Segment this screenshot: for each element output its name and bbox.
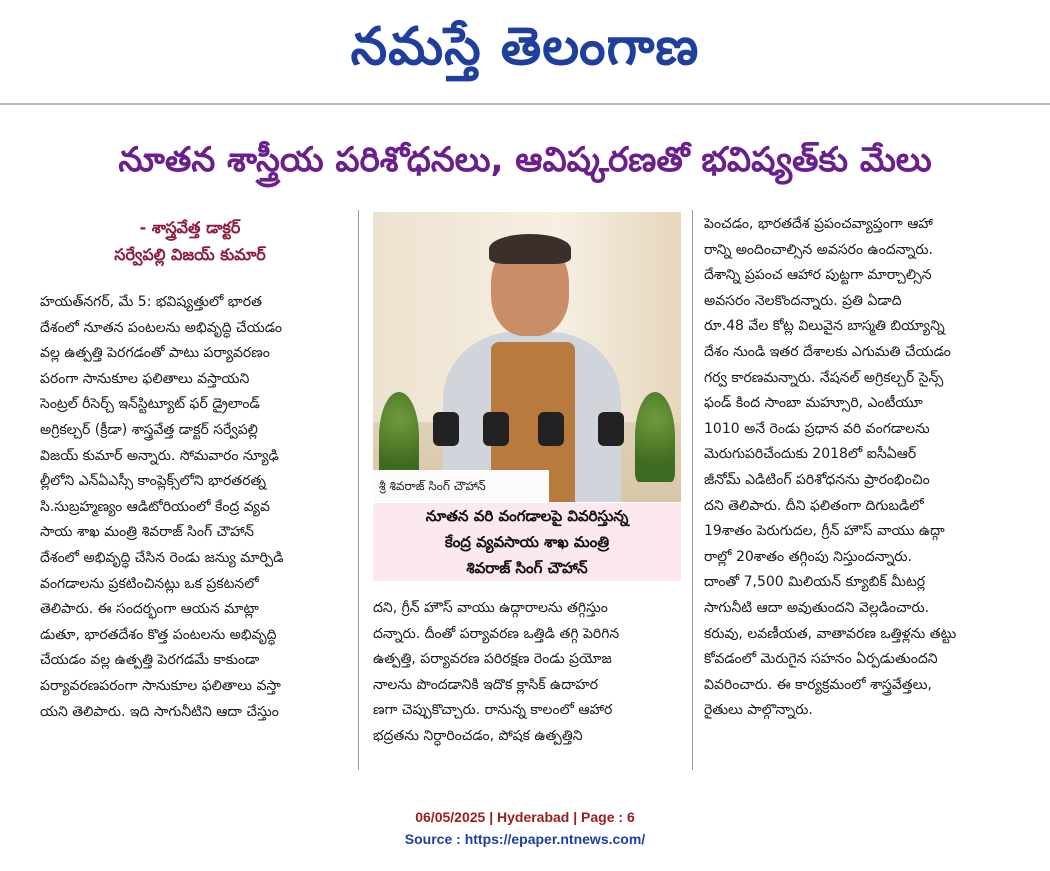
text-line: చేయడం వల్ల ఉత్పత్తి పెరగడమే కాకుండా (40, 652, 260, 669)
text-line: సెంట్రల్ రీసెర్చ్ ఇన్‌స్టిట్యూట్ ఫర్ డ్రైలాండ్ (40, 396, 260, 413)
text-line: ఉత్పత్తి, పర్యావరణ పరిరక్షణ రెండు ప్రయోజ (373, 651, 612, 668)
text-line: హయత్‌నగర్, మే 5: భవిష్యత్తులో భారత (40, 294, 263, 310)
text-line: కోవడంలో మెరుగైన సహనం ఏర్పడుతుందని (704, 651, 938, 668)
text-line: వివరించారు. ఈ కార్యక్రమంలో శాస్త్రవేత్తలు, (704, 676, 932, 693)
text-line: తెలిపారు. ఈ సందర్భంగా ఆయన మాట్లా (40, 601, 259, 618)
text-line: డుతూ, భారతదేశం కొత్త పంటలను అభివృద్ధి (40, 626, 277, 643)
masthead-divider (0, 103, 1050, 105)
newspaper-masthead: నమస్తే తెలంగాణ (350, 17, 700, 77)
photo-caption (373, 503, 681, 581)
plant-icon (379, 392, 419, 482)
text-line: కరువు, లవణీయత, వాతావరణ ఒత్తిళ్లను తట్టు (704, 625, 957, 642)
minister-photo (373, 212, 681, 502)
microphone-icon (433, 412, 459, 446)
text-line: యని తెలిపారు. ఇది సాగునీటిని ఆదా చేస్తుం (40, 703, 279, 720)
caption-line: నూతన వరి వంగడాలపై వివరిస్తున్న (425, 507, 629, 525)
text-line: ణగా చెప్పుకొచ్చారు. రానున్న కాలంలో ఆహార (373, 702, 613, 719)
text-line: మెరుగుపరిచేందుకు 2018లో ఐసీఏఆర్ (704, 446, 917, 463)
text-line: ఫండ్ కింద సాంబా మహ్సూరి, ఎంటీయూ (704, 395, 923, 412)
text-line: రాన్ని అందించాల్సిన అవసరం ఉందన్నారు. (704, 241, 933, 258)
microphone-icon (598, 412, 624, 446)
plant-icon (635, 392, 675, 482)
text-line: గర్వ కారణమన్నారు. నేషనల్ అగ్రికల్చర్ సైన్స్ (704, 369, 944, 386)
text-line: రైతులు పాల్గొన్నారు. (704, 702, 813, 719)
text-line: ల్లీలోని ఎన్ఏఎస్సీ కాంప్లెక్స్‌లోని భారతరత్న (40, 473, 266, 490)
column-rule-1 (358, 210, 359, 770)
byline-author: సర్వేపల్లి విజయ్ కుమార్ (114, 245, 266, 264)
microphone-icon (483, 412, 509, 446)
photo-nameplate: శ్రీ శివరాజ్ సింగ్ చౌహాన్ (373, 470, 549, 502)
text-line: సాగునీటి ఆదా అవుతుందని వెల్లడించారు. (704, 599, 930, 616)
caption-line: శివరాజ్ సింగ్ చౌహాన్ (466, 559, 588, 577)
byline (40, 214, 340, 268)
text-line: దేశాన్ని ప్రపంచ ఆహార పుట్టగా మార్చాల్సిన (704, 267, 932, 284)
text-line: 1010 అనే రెండు ప్రధాన వరి వంగడాలను (704, 420, 930, 437)
footer-date-page: 06/05/2025 | Hyderabad | Page : 6 (415, 809, 635, 825)
text-line: అవసరం నెలకొందన్నారు. ప్రతి ఏడాది (704, 292, 902, 309)
text-line: పర్యావరణపరంగా సానుకూల ఫలితాలు వస్తా (40, 677, 281, 694)
text-line: సి.సుబ్రహ్మణ్యం ఆడిటోరియంలో కేంద్ర వ్యవ (40, 498, 270, 515)
text-line: భద్రతను నిర్ధారించడం, పోషక ఉత్పత్తిని (373, 727, 583, 744)
text-line: దేశం నుండి ఇతర దేశాలకు ఎగుమతి చేయడం (704, 343, 951, 360)
text-line: అగ్రికల్చర్ (క్రీడా) శాస్త్రవేత్త డాక్టర్ సర్వేపల్లి (40, 421, 258, 438)
text-line: రాల్లో 20శాతం తగ్గింపు నిస్తుందన్నారు. (704, 548, 912, 565)
text-line: దేశంలో నూతన పంటలను అభివృద్ధి చేయడం (40, 319, 282, 336)
text-line: దని, గ్రీన్ హౌస్ వాయు ఉద్గారాలను తగ్గిస్తుం (373, 600, 608, 616)
text-line: విజయ్ కుమార్ అన్నారు. సోమవారం న్యూఢి (40, 447, 279, 464)
text-line: దన్నారు. దీంతో పర్యావరణ ఒత్తిడి తగ్గి పెరిగిన (373, 625, 620, 642)
article-column-2 (373, 596, 681, 750)
text-line: పరంగా సానుకూల ఫలితాలు వస్తాయని (40, 370, 250, 387)
article-column-1 (40, 290, 345, 725)
text-line: 19శాతం పెరుగుదల, గ్రీన్ హౌస్ వాయు ఉద్గా (704, 523, 945, 540)
microphone-icon (538, 412, 564, 446)
article-column-3 (704, 212, 1010, 724)
column-rule-2 (692, 210, 693, 770)
byline-role: - శాస్త్రవేత్త డాక్టర్ (139, 218, 241, 237)
person-hair (489, 234, 571, 264)
text-line: దాంతో 7,500 మిలియన్ క్యూబిక్ మీటర్ల (704, 574, 926, 591)
text-line: సాయ శాఖ మంత్రి శివరాజ్ సింగ్ చౌహాన్ (40, 524, 254, 541)
text-line: వంగడాలను ప్రకటించినట్లు ఒక ప్రకటనలో (40, 575, 259, 592)
caption-line: కేంద్ర వ్యవసాయ శాఖ మంత్రి (444, 533, 610, 551)
text-line: పెంచడం, భారతదేశ ప్రపంచవ్యాప్తంగా ఆహా (704, 216, 933, 232)
page-footer (0, 806, 1050, 850)
text-line: వల్ల ఉత్పత్తి పెరగడంతో పాటు పర్యావరణం (40, 345, 270, 362)
text-line: దని తెలిపారు. దీని ఫలితంగా దిగుబడిలో (704, 497, 924, 514)
article-headline: నూతన శాస్త్రీయ పరిశోధనలు, ఆవిష్కరణతో భవిష్యత్‌కు మేలు (118, 140, 932, 180)
text-line: నాలను పొందడానికి ఇదొక క్లాసిక్ ఉదాహర (373, 676, 599, 693)
text-line: దేశంలో అభివృద్ధి చేసిన రెండు జన్యు మార్పిడి (40, 549, 284, 566)
text-line: రూ.48 వేల కోట్ల విలువైన బాస్మతి బియ్యాన్ని (704, 318, 945, 335)
footer-source: Source : https://epaper.ntnews.com/ (404, 831, 646, 847)
text-line: జీనోమ్ ఎడిటింగ్ పరిశోధనను ప్రారంభించిం (704, 471, 930, 488)
